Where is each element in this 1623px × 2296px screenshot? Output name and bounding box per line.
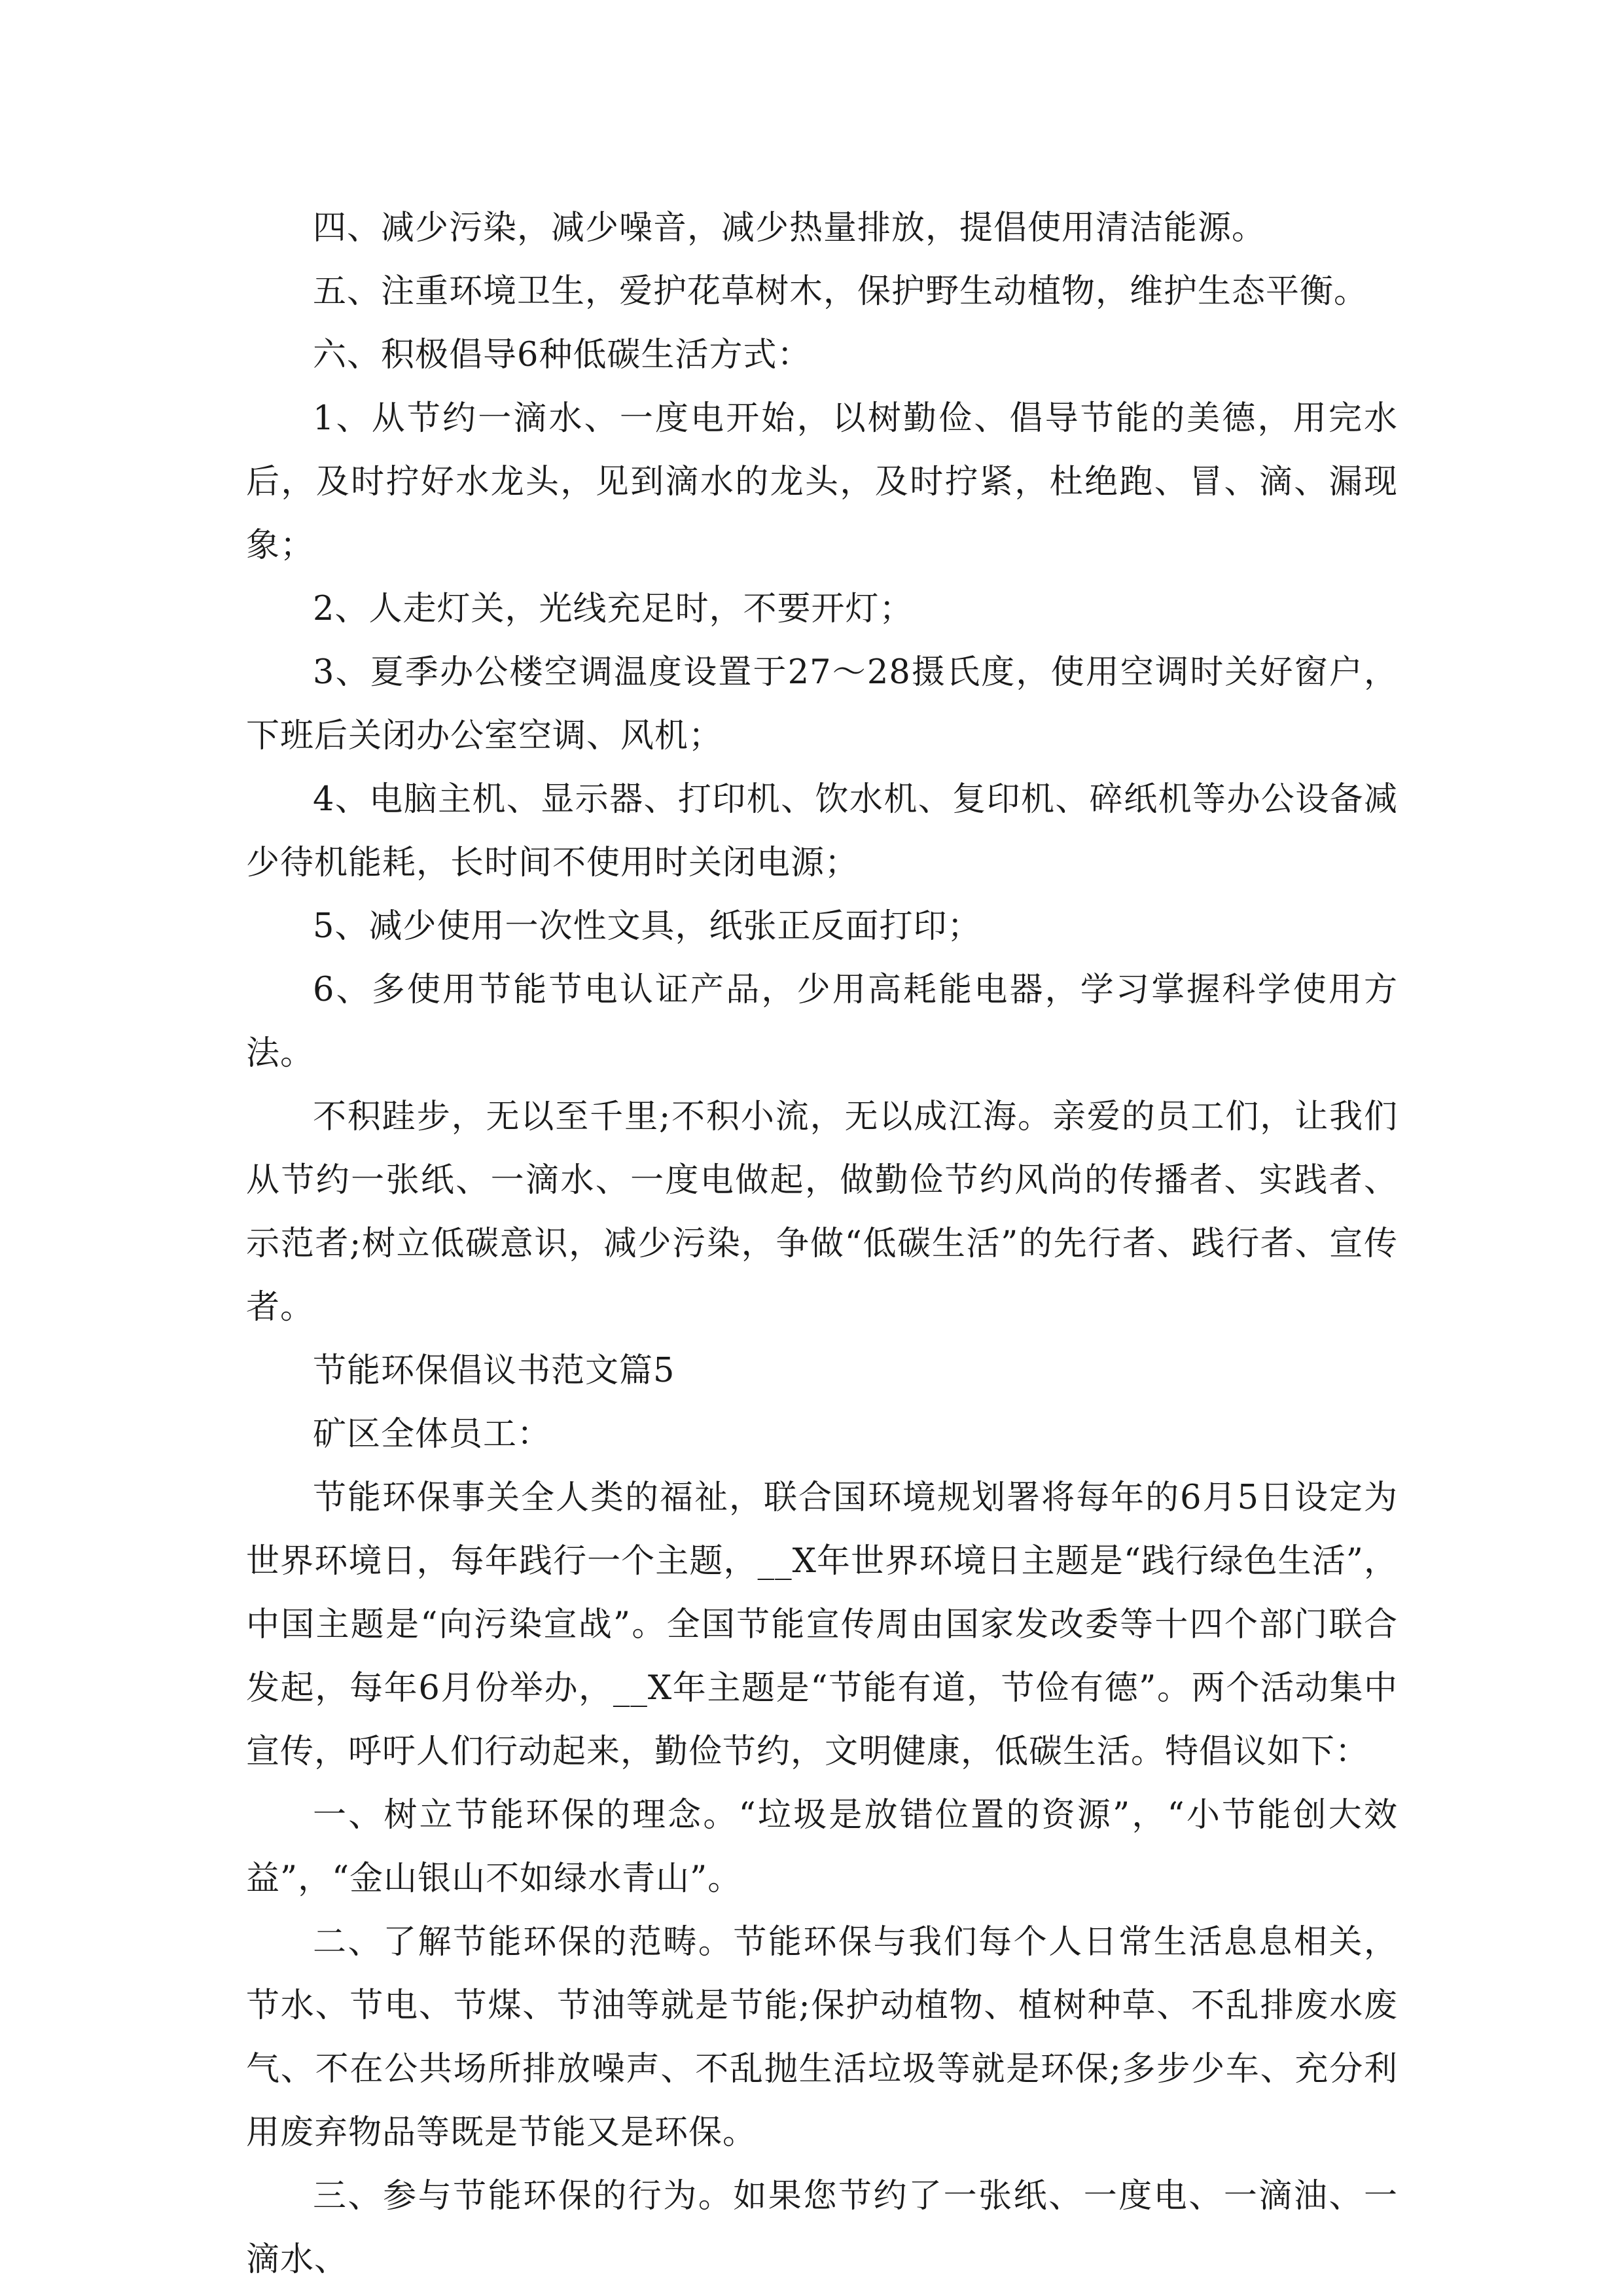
paragraph-concept: 一、树立节能环保的理念。“垃圾是放错位置的资源”，“小节能创大效益”，“金山银山不如绿水青山”。 — [246, 1796, 1398, 1898]
paragraph-environment-hygiene: 五、注重环境卫生，爱护花草树木，保护野生动植物，维护生态平衡。 — [313, 272, 1368, 311]
list-item-energy-products: 6、多使用节能节电认证产品，少用高耗能电器，学习掌握科学使用方法。 — [246, 971, 1398, 1073]
paragraph-low-carbon-heading: 六、积极倡导6种低碳生活方式： — [313, 336, 812, 374]
list-item-office-equipment: 4、电脑主机、显示器、打印机、饮水机、复印机、碎纸机等办公设备减少待机能耗，长时间不使用时关闭电源； — [246, 780, 1398, 882]
paragraph-scope: 二、了解节能环保的范畴。节能环保与我们每个人日常生活息息相关，节水、节电、节煤、节油等就是节能;保护动植物、植树种草、不乱排废水废气、不在公共场所排放噪声、不乱抛生活垃圾等就是环保;多步少车、充分利用废弃物品等既是节能又是环保。 — [246, 1923, 1398, 2152]
paragraph-reduce-pollution: 四、减少污染，减少噪音，减少热量排放，提倡使用清洁能源。 — [313, 209, 1266, 247]
list-item-lights-off: 2、人走灯关，光线充足时，不要开灯； — [313, 590, 914, 628]
document-body — [246, 196, 1398, 2291]
paragraph-introduction: 节能环保事关全人类的福祉，联合国环境规划署将每年的6月5日设定为世界环境日，每年践行一个主题，__X年世界环境日主题是“践行绿色生活”，中国主题是“向污染宣战”。全国节能宣传周由国家发改委等十四个部门联合发起，每年6月份举办，__X年主题是“节能有道，节俭有德”。两个活动集中宣传，呼吁人们行动起来，勤俭节约，文明健康，低碳生活。特倡议如下： — [246, 1479, 1398, 1771]
list-item-air-conditioning: 3、夏季办公楼空调温度设置于27～28摄氏度，使用空调时关好窗户，下班后关闭办公室空调、风机； — [246, 653, 1398, 755]
list-item-water-saving: 1、从节约一滴水、一度电开始，以树勤俭、倡导节能的美德，用完水后，及时拧好水龙头，见到滴水的龙头，及时拧紧，杜绝跑、冒、滴、漏现象； — [246, 399, 1398, 565]
list-item-stationery: 5、减少使用一次性文具，纸张正反面打印； — [313, 907, 982, 946]
section-heading-article-5: 节能环保倡议书范文篇5 — [313, 1352, 675, 1390]
paragraph-action: 三、参与节能环保的行为。如果您节约了一张纸、一度电、一滴油、一滴水、 — [246, 2177, 1398, 2279]
paragraph-closing-appeal: 不积跬步，无以至千里;不积小流，无以成江海。亲爱的员工们，让我们从节约一张纸、一滴水、一度电做起，做勤俭节约风尚的传播者、实践者、示范者;树立低碳意识，减少污染，争做“低碳生活”的先行者、践行者、宣传者。 — [246, 1098, 1398, 1327]
salutation: 矿区全体员工： — [313, 1415, 552, 1454]
